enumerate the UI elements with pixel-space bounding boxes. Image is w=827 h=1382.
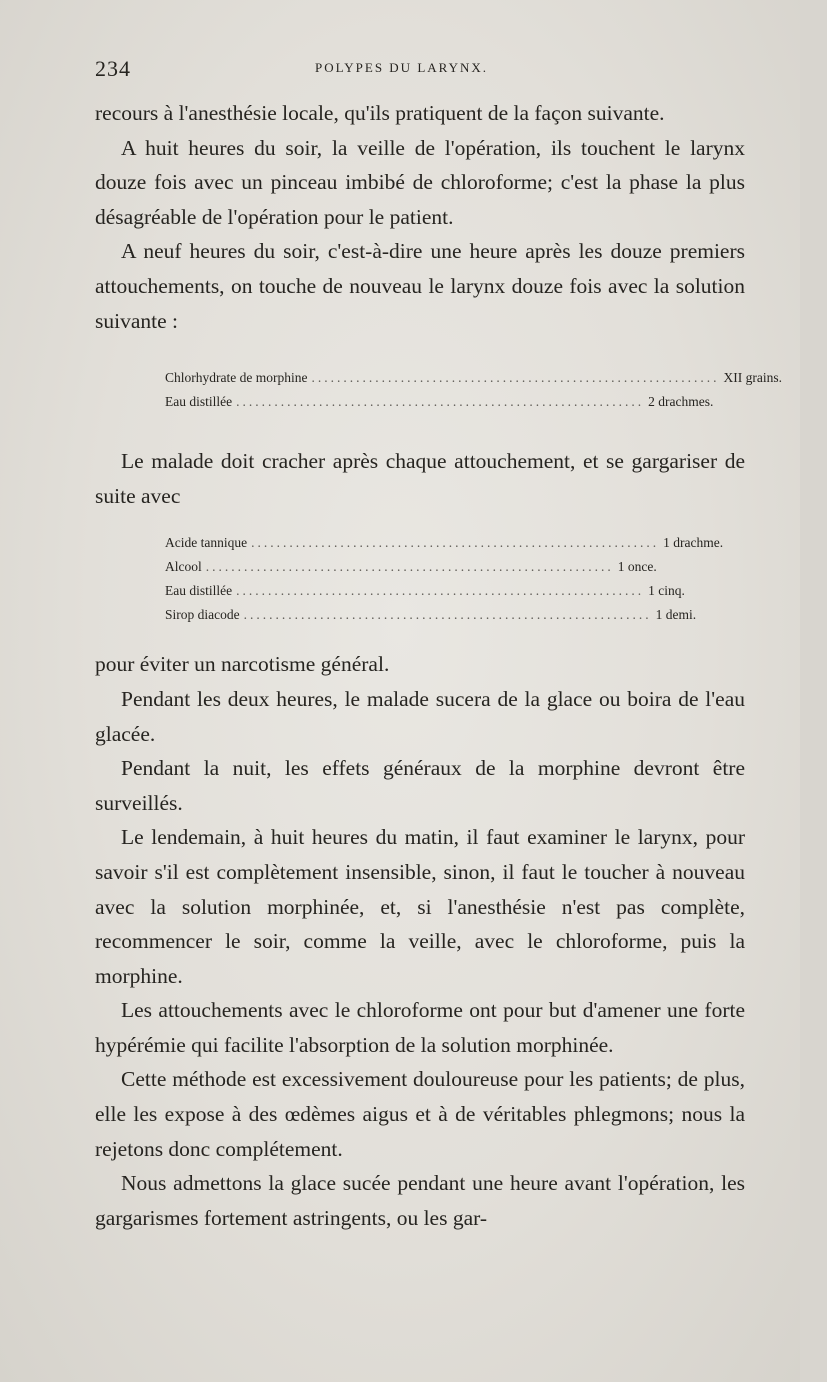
dose: XII grains. — [723, 370, 782, 386]
dose: 1 drachme. — [663, 535, 724, 551]
prescription-line — [165, 390, 714, 414]
paragraph: Le malade doit cracher après chaque attouchement, et se gargariser de suite avec — [95, 449, 745, 508]
paragraph: A huit heures du soir, la veille de l'opération, ils touchent le larynx douze fois avec un pinceau imbibé de chloroforme; c'est la phase la plus désagréable de l'opération pour le patient. — [95, 135, 745, 229]
dose: 1 once. — [617, 559, 657, 575]
ingredient: Eau distillée — [165, 394, 233, 410]
dot-leader: ................................................................ — [251, 535, 660, 551]
page-number: 234 — [95, 56, 131, 81]
dot-leader: ................................................................ — [205, 559, 614, 575]
dot-leader: ................................................................ — [236, 583, 645, 599]
paragraph: Cette méthode est excessivement douloureuse pour les patients; de plus, elle les expose à des œdèmes aigus et à de véritables phlegmons; nous la rejetons donc complétement. — [95, 1067, 745, 1161]
ingredient: Alcool — [165, 559, 202, 575]
dot-leader: ................................................................ — [311, 370, 720, 386]
dose: 2 drachmes. — [648, 394, 714, 410]
paragraph: pour éviter un narcotisme général. — [95, 652, 390, 677]
prescription-line — [165, 531, 724, 555]
paragraph: Pendant la nuit, les effets généraux de la morphine devront être surveillés. — [95, 756, 745, 815]
dose: 1 cinq. — [648, 583, 685, 599]
prescription-morphine — [95, 366, 782, 414]
paragraph: recours à l'anesthésie locale, qu'ils pratiquent de la façon suivante. — [95, 101, 665, 125]
prescription-line — [165, 555, 655, 579]
paragraph: Pendant les deux heures, le malade sucera de la glace ou boira de l'eau glacée. — [95, 686, 745, 746]
ingredient: Chlorhydrate de morphine — [165, 370, 308, 386]
paragraph: A neuf heures du soir, c'est-à-dire une heure après les douze premiers attouchements, on touche de nouveau le larynx douze fois avec la solution suivante : — [95, 239, 745, 333]
dose: 1 demi. — [655, 607, 697, 623]
dot-leader: ................................................................ — [236, 394, 645, 410]
ingredient: Sirop diacode — [165, 607, 240, 623]
prescription-line — [165, 579, 685, 603]
page-header — [95, 56, 745, 86]
page-body — [95, 96, 782, 1235]
dot-leader: ................................................................ — [243, 607, 652, 623]
prescription-line — [165, 366, 782, 390]
prescription-line — [165, 603, 697, 627]
paragraph: Les attouchements avec le chloroforme ont pour but d'amener une forte hypérémie qui facilite l'absorption de la solution morphinée. — [95, 998, 745, 1057]
running-title: POLYPES DU LARYNX. — [315, 60, 489, 75]
paragraph: Nous admettons la glace sucée pendant une heure avant l'opération, les gargarismes fortement astringents, ou les gar- — [95, 1171, 745, 1230]
paragraph: Le lendemain, à huit heures du matin, il faut examiner le larynx, pour savoir s'il est complètement insensible, sinon, il faut le toucher à nouveau avec la solution morphinée, et, si l'anesthésie n'est pas complète, recommencer le soir, comme la veille, avec le chloroforme, puis la morphine. — [95, 825, 745, 988]
prescription-gargle — [95, 531, 745, 627]
ingredient: Acide tannique — [165, 535, 248, 551]
ingredient: Eau distillée — [165, 583, 233, 599]
